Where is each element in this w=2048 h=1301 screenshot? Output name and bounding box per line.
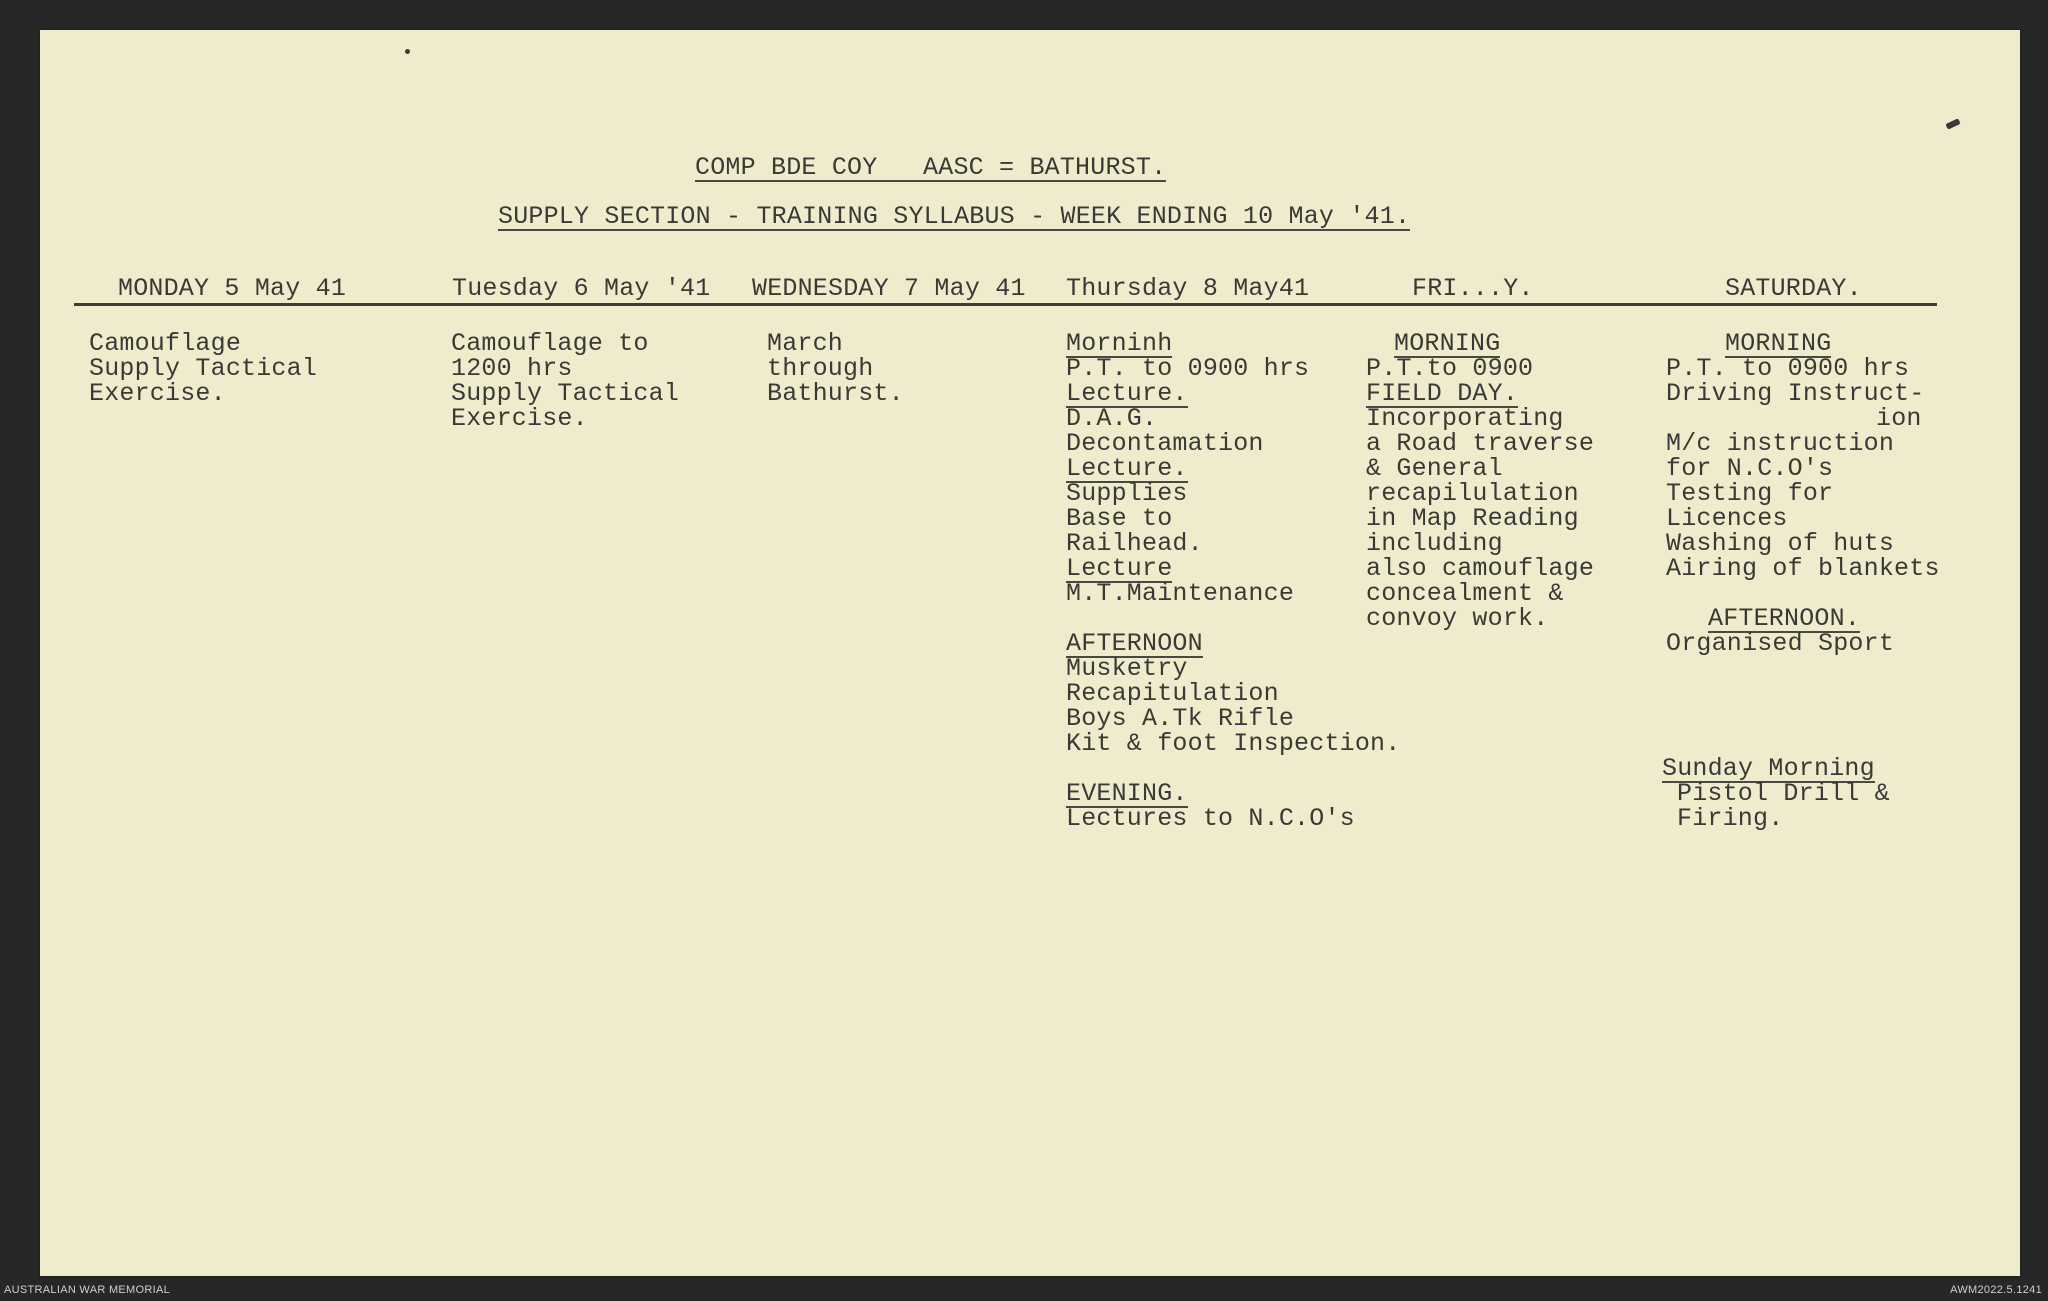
thursday-line: Boys A.Tk Rifle xyxy=(1066,704,1295,733)
tuesday-line: 1200 hrs xyxy=(451,354,573,383)
saturday-line: MORNING xyxy=(1725,329,1832,358)
saturday-line: Washing of huts xyxy=(1666,529,1895,558)
thursday-line: Musketry xyxy=(1066,654,1188,683)
friday-line: also camouflage xyxy=(1366,554,1595,583)
monday-line: Exercise. xyxy=(89,379,226,408)
tuesday-line: Camouflage to xyxy=(451,329,649,358)
thursday-line: Lecture. xyxy=(1066,379,1188,408)
thursday-line: Supplies xyxy=(1066,479,1188,508)
saturday-line: P.T. to 0900 hrs xyxy=(1666,354,1910,383)
friday-line: including xyxy=(1366,529,1503,558)
saturday-line: Licences xyxy=(1666,504,1788,533)
thursday-header: Thursday 8 May41 xyxy=(1066,274,1310,303)
sunday-line: Sunday Morning xyxy=(1662,754,1875,783)
header-rule xyxy=(74,303,1937,306)
sunday-line: Pistol Drill & xyxy=(1677,779,1890,808)
friday-line: convoy work. xyxy=(1366,604,1549,633)
saturday-line: for N.C.O's xyxy=(1666,454,1834,483)
thursday-line: Kit & foot Inspection. xyxy=(1066,729,1401,758)
saturday-header: SATURDAY. xyxy=(1725,274,1862,303)
tuesday-line: Exercise. xyxy=(451,404,588,433)
wednesday-line: Bathurst. xyxy=(767,379,904,408)
friday-line: MORNING xyxy=(1394,329,1501,358)
document-subtitle: SUPPLY SECTION - TRAINING SYLLABUS - WEEK ENDING 10 May '41. xyxy=(498,202,1411,231)
wednesday-line: through xyxy=(767,354,874,383)
thursday-line: D.A.G. xyxy=(1066,404,1158,433)
friday-line: FIELD DAY. xyxy=(1366,379,1519,408)
thursday-line: M.T.Maintenance xyxy=(1066,579,1295,608)
tuesday-line: Supply Tactical xyxy=(451,379,680,408)
thursday-line: EVENING. xyxy=(1066,779,1188,808)
friday-line: a Road traverse xyxy=(1366,429,1595,458)
friday-line: in Map Reading xyxy=(1366,504,1579,533)
footer-credit: AUSTRALIAN WAR MEMORIAL xyxy=(4,1284,171,1296)
footer-reference: AWM2022.5.1241 xyxy=(1950,1284,2042,1296)
thursday-line: P.T. to 0900 hrs xyxy=(1066,354,1310,383)
thursday-line: Morninh xyxy=(1066,329,1173,358)
saturday-line: Testing for xyxy=(1666,479,1834,508)
friday-line: Incorporating xyxy=(1366,404,1564,433)
monday-line: Camouflage xyxy=(89,329,242,358)
saturday-line: M/c instruction xyxy=(1666,429,1895,458)
paper-speck xyxy=(405,49,410,54)
saturday-line: ion xyxy=(1876,404,1922,433)
thursday-line: Lectures to N.C.O's xyxy=(1066,804,1355,833)
document-title: COMP BDE COY AASC = BATHURST. xyxy=(695,153,1167,182)
wednesday-line: March xyxy=(767,329,844,358)
wednesday-header: WEDNESDAY 7 May 41 xyxy=(752,274,1026,303)
friday-line: recapilulation xyxy=(1366,479,1579,508)
thursday-line: Decontamation xyxy=(1066,429,1264,458)
thursday-line: Recapitulation xyxy=(1066,679,1279,708)
monday-line: Supply Tactical xyxy=(89,354,318,383)
thursday-line: Lecture xyxy=(1066,554,1173,583)
friday-header: FRI...Y. xyxy=(1412,274,1534,303)
tuesday-header: Tuesday 6 May '41 xyxy=(452,274,711,303)
thursday-line: Base to xyxy=(1066,504,1173,533)
saturday-line: Driving Instruct- xyxy=(1666,379,1925,408)
saturday-line: Airing of blankets xyxy=(1666,554,1940,583)
monday-header: MONDAY 5 May 41 xyxy=(118,274,347,303)
saturday-line: AFTERNOON. xyxy=(1708,604,1861,633)
friday-line: P.T.to 0900 xyxy=(1366,354,1534,383)
thursday-line: AFTERNOON xyxy=(1066,629,1203,658)
friday-line: & General xyxy=(1366,454,1503,483)
thursday-line: Railhead. xyxy=(1066,529,1203,558)
sunday-line: Firing. xyxy=(1677,804,1784,833)
friday-line: concealment & xyxy=(1366,579,1564,608)
saturday-line: Organised Sport xyxy=(1666,629,1895,658)
thursday-line: Lecture. xyxy=(1066,454,1188,483)
